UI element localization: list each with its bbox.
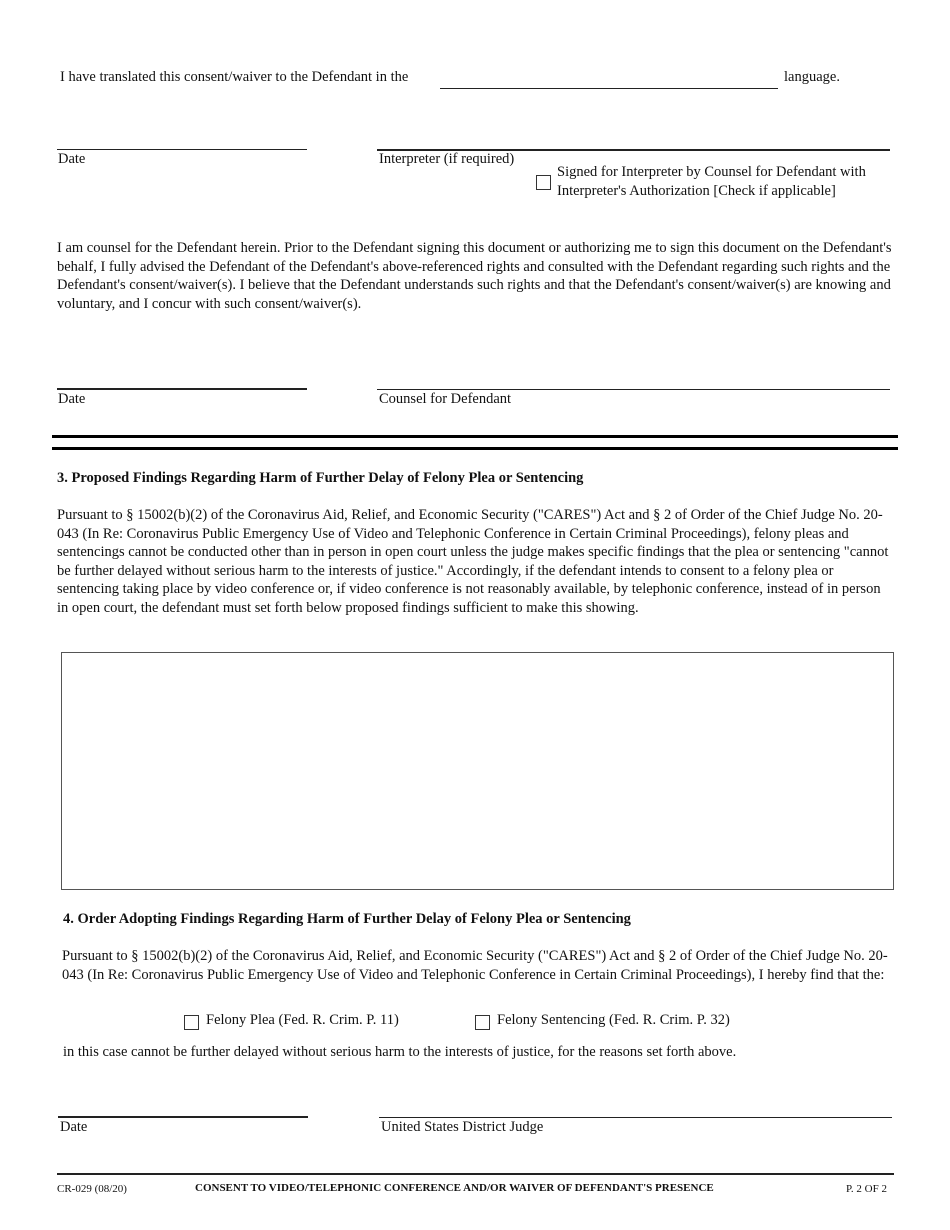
page-number: P. 2 OF 2 bbox=[846, 1183, 887, 1195]
judge-date-line[interactable] bbox=[58, 1116, 308, 1118]
footer-rule bbox=[57, 1173, 894, 1175]
interpreter-label: Interpreter (if required) bbox=[379, 151, 515, 167]
felony-plea-checkbox[interactable] bbox=[184, 1015, 199, 1030]
section3-body: Pursuant to § 15002(b)(2) of the Coronavirus Aid, Relief, and Economic Security ("CARES") Act and § 2 of Order of the Chief Judge No. 20-043 (In Re: Coronavirus Public Emergency Use of Video and Telephonic Conference in Certain Criminal Proceedings), felony pleas and sentencings cannot be conducted other than in person in open court unless the judge makes specific findings that the plea or sentencing "cannot be further delayed without serious harm to the interests of justice." Accordingly, if the defendant intends to consent to a felony plea or sentencing taking place by video conference or, if video conference is not reasonably available, by telephonic conference, instead of in person in open court, the defendant must set forth below proposed findings sufficient to make this showing. bbox=[57, 507, 889, 616]
section4-body: Pursuant to § 15002(b)(2) of the Coronavirus Aid, Relief, and Economic Security ("CARES") Act and § 2 of Order of the Chief Judge No. 20-043 (In Re: Coronavirus Public Emergency Use of Video and Telephonic Conference in Certain Criminal Proceedings), I hereby find that the: bbox=[62, 948, 888, 983]
language-suffix: language. bbox=[784, 69, 840, 85]
felony-sentencing-checkbox[interactable] bbox=[475, 1015, 490, 1030]
translation-statement: I have translated this consent/waiver to the Defendant in the bbox=[60, 69, 409, 85]
form-id: CR-029 (08/20) bbox=[57, 1183, 127, 1195]
counsel-statement: I am counsel for the Defendant herein. Prior to the Defendant signing this document or authorizing me to sign this document on the Defendant's behalf, I fully advised the Defendant of the Defendant's above-referenced rights and consulted with the Defendant regarding such rights and the Defendant's consent/waiver(s). I believe that the Defendant understands such rights and that the Defendant's consent/waiver(s) are knowing and voluntary, and I concur with such consent/waiver(s). bbox=[57, 240, 892, 312]
interpreter-date-label: Date bbox=[58, 151, 86, 167]
counsel-label: Counsel for Defendant bbox=[379, 391, 512, 407]
section3-heading: 3. Proposed Findings Regarding Harm of Further Delay of Felony Plea or Sentencing bbox=[57, 470, 584, 486]
judge-signature-line[interactable] bbox=[379, 1117, 892, 1118]
section4-conclusion: in this case cannot be further delayed without serious harm to the interests of justice, for the reasons set forth above. bbox=[63, 1044, 737, 1060]
language-field[interactable] bbox=[440, 88, 778, 89]
felony-plea-label: Felony Plea (Fed. R. Crim. P. 11) bbox=[206, 1012, 399, 1028]
counsel-date-label: Date bbox=[58, 391, 86, 407]
felony-sentencing-label: Felony Sentencing (Fed. R. Crim. P. 32) bbox=[497, 1012, 730, 1028]
section4-heading: 4. Order Adopting Findings Regarding Harm of Further Delay of Felony Plea or Sentencing bbox=[63, 911, 631, 927]
counsel-date-line[interactable] bbox=[57, 388, 307, 390]
judge-label: United States District Judge bbox=[381, 1119, 544, 1135]
form-title: CONSENT TO VIDEO/TELEPHONIC CONFERENCE AND/OR WAIVER OF DEFENDANT'S PRESENCE bbox=[195, 1182, 714, 1194]
proposed-findings-text bbox=[62, 653, 893, 665]
signed-for-interpreter-checkbox[interactable] bbox=[536, 175, 551, 190]
proposed-findings-textbox[interactable] bbox=[61, 652, 894, 890]
section-divider-bottom bbox=[52, 447, 898, 450]
judge-date-label: Date bbox=[60, 1119, 88, 1135]
signed-for-interpreter-line1: Signed for Interpreter by Counsel for Defendant with bbox=[557, 164, 866, 180]
counsel-signature-line[interactable] bbox=[377, 389, 890, 390]
signed-for-interpreter-line2: Interpreter's Authorization [Check if applicable] bbox=[557, 183, 836, 199]
signed-for-interpreter-label bbox=[557, 163, 866, 201]
interpreter-date-line[interactable] bbox=[57, 149, 307, 150]
section-divider-top bbox=[52, 435, 898, 438]
